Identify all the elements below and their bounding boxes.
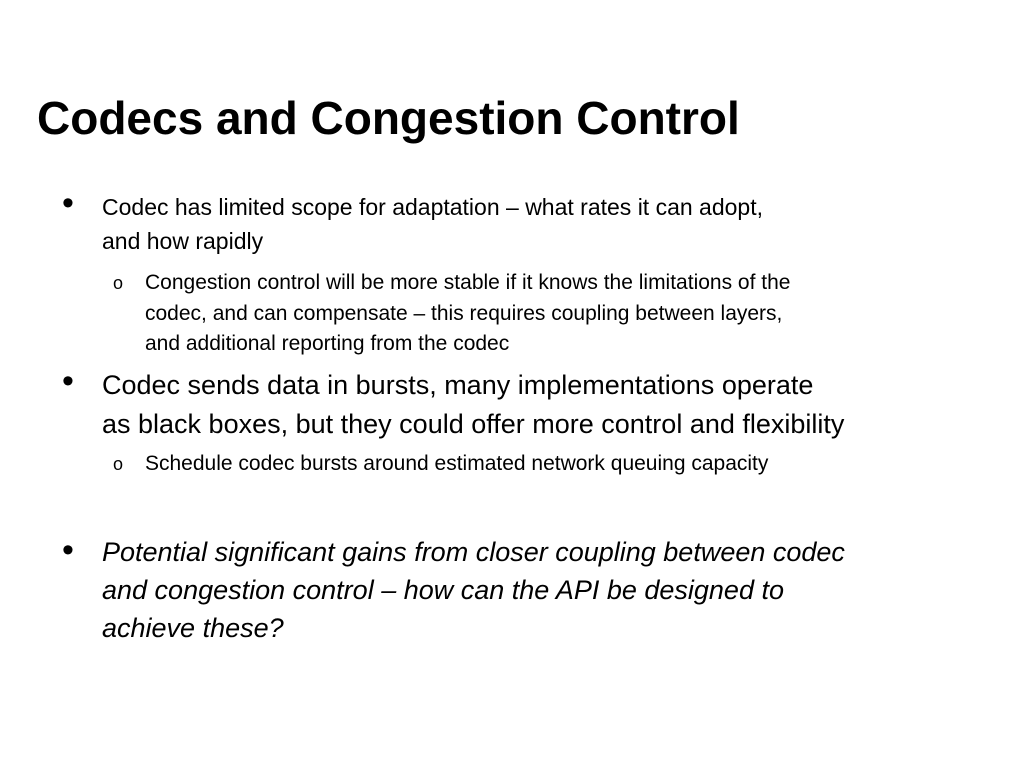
subbullet-marker: o: [113, 454, 124, 474]
subbullet-text-line: Congestion control will be more stable if it knows the limitations of the: [145, 271, 791, 294]
subbullet-text: [145, 449, 965, 480]
bullet-text-line: and congestion control – how can the API be designed to: [102, 575, 784, 605]
subbullet-text-line: and additional reporting from the codec: [145, 332, 510, 355]
subbullet-text-line: codec, and can compensate – this requires coupling between layers,: [145, 301, 783, 325]
bullet-text-line: Potential significant gains from closer coupling between codec: [102, 537, 845, 567]
subbullet-text: [145, 268, 965, 360]
bullet-text-line: and how rapidly: [102, 228, 264, 254]
bullet-text-line: Codec has limited scope for adaptation – what rates it can adopt,: [102, 194, 764, 220]
subbullet-text-line: Schedule codec bursts around estimated network queuing capacity: [145, 452, 769, 475]
bullet-text: [102, 190, 982, 258]
bullet-marker: •: [62, 362, 74, 400]
bullet-text: [102, 366, 982, 444]
bullet-marker: •: [62, 531, 74, 569]
bullet-text-line: achieve these?: [102, 613, 284, 643]
bullet-text-line: Codec sends data in bursts, many implementations operate: [102, 370, 814, 400]
bullet-text-italic: [102, 533, 982, 647]
bullet-marker: •: [62, 184, 74, 222]
subbullet-marker: o: [113, 273, 124, 293]
bullet-text-line: as black boxes, but they could offer more control and flexibility: [102, 409, 845, 439]
slide-title: Codecs and Congestion Control: [37, 92, 740, 144]
